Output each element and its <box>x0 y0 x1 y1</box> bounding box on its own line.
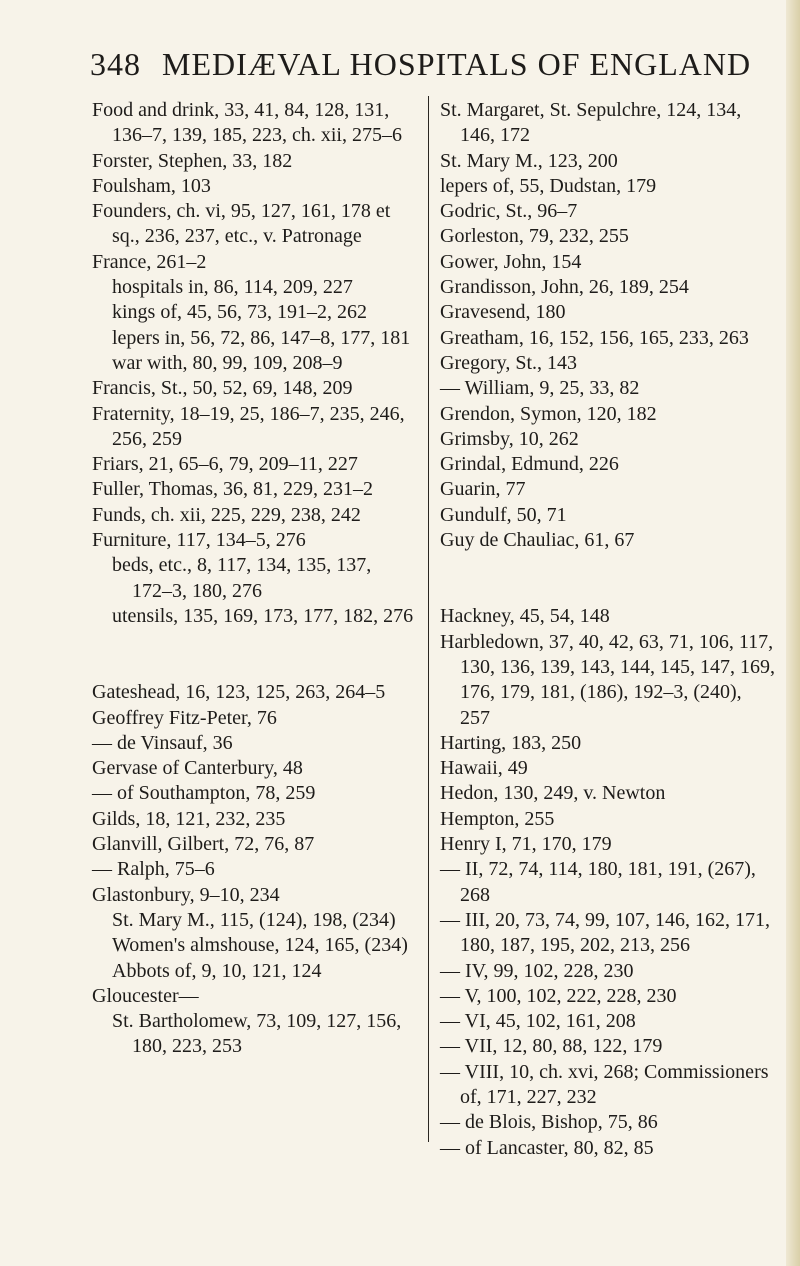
index-entry: Gravesend, 180 <box>440 301 566 324</box>
index-subentry: St. Mary M., 115, (124), 198, (234) <box>112 908 396 931</box>
index-entry: Friars, 21, 65–6, 79, 209–11, 227 <box>92 453 358 476</box>
letter-group-gap <box>440 553 775 604</box>
index-entry: Forster, Stephen, 33, 182 <box>92 149 293 172</box>
index-entry: — VII, 12, 80, 88, 122, 179 <box>440 1035 663 1058</box>
index-entry: — IV, 99, 102, 228, 230 <box>440 959 634 982</box>
index-entry: Harting, 183, 250 <box>440 731 582 754</box>
index-entry: Hawaii, 49 <box>440 757 528 780</box>
index-entry: Hempton, 255 <box>440 807 555 830</box>
index-entry: — VIII, 10, ch. xvi, 268; Commissioners of, 171, 227, 232 <box>440 1060 769 1108</box>
index-entry: Gorleston, 79, 232, 255 <box>440 225 629 248</box>
column-divider <box>428 96 429 1142</box>
index-entry: Guy de Chauliac, 61, 67 <box>440 529 635 552</box>
index-entry: St. Margaret, St. Sepulchre, 124, 134, 146, 172 <box>440 99 742 147</box>
index-entry: — Ralph, 75–6 <box>92 858 215 881</box>
running-title: MEDIÆVAL HOSPITALS OF ENGLAND <box>162 46 752 82</box>
index-column-left <box>92 98 414 1060</box>
index-entry: — de Blois, Bishop, 75, 86 <box>440 1111 658 1134</box>
index-entry: Hedon, 130, 249, v. Newton <box>440 782 666 805</box>
index-entry: Food and drink, 33, 41, 84, 128, 131, 136–7, 139, 185, 223, ch. xii, 275–6 <box>92 99 402 147</box>
index-entry: Hackney, 45, 54, 148 <box>440 605 610 628</box>
index-entry: Gateshead, 16, 123, 125, 263, 264–5 <box>92 681 386 704</box>
index-entry: Harbledown, 37, 40, 42, 63, 71, 106, 117, 130, 136, 139, 143, 144, 145, 147, 169, 176, 179, 181, (186), 192–3, (240), 257 <box>440 630 775 729</box>
index-subentry: war with, 80, 99, 109, 208–9 <box>112 351 343 374</box>
index-entry: — William, 9, 25, 33, 82 <box>440 377 640 400</box>
index-entry: — of Lancaster, 80, 82, 85 <box>440 1136 654 1159</box>
index-entry: Fraternity, 18–19, 25, 186–7, 235, 246, 256, 259 <box>92 402 405 450</box>
index-subentry: utensils, 135, 169, 173, 177, 182, 276 <box>112 604 414 627</box>
index-subentry: hospitals in, 86, 114, 209, 227 <box>112 276 353 299</box>
index-entry: Glastonbury, 9–10, 234 <box>92 883 280 906</box>
index-entry: Grendon, Symon, 120, 182 <box>440 402 657 425</box>
index-entry: — VI, 45, 102, 161, 208 <box>440 1010 636 1033</box>
index-subentry: Women's almshouse, 124, 165, (234) <box>112 934 408 957</box>
index-entry: Grindal, Edmund, 226 <box>440 453 619 476</box>
index-entry: Fuller, Thomas, 36, 81, 229, 231–2 <box>92 478 374 501</box>
index-entry: Guarin, 77 <box>440 478 526 501</box>
index-entry: Gundulf, 50, 71 <box>440 503 567 526</box>
index-subentry: kings of, 45, 56, 73, 191–2, 262 <box>112 301 367 324</box>
index-entry: Glanvill, Gilbert, 72, 76, 87 <box>92 833 315 856</box>
index-entry: Furniture, 117, 134–5, 276 <box>92 529 306 552</box>
page-edge <box>786 0 800 1266</box>
index-entry: Greatham, 16, 152, 156, 165, 233, 263 <box>440 326 749 349</box>
index-entry: Gloucester— <box>92 984 199 1007</box>
index-entry: Gervase of Canterbury, 48 <box>92 757 303 780</box>
page-header <box>90 46 780 83</box>
index-entry: — II, 72, 74, 114, 180, 181, 191, (267), 268 <box>440 858 756 906</box>
letter-group-gap <box>92 629 414 680</box>
index-entry: Foulsham, 103 <box>92 174 211 197</box>
index-entry: Gower, John, 154 <box>440 250 582 273</box>
index-entry: — III, 20, 73, 74, 99, 107, 146, 162, 171, 180, 187, 195, 202, 213, 256 <box>440 908 770 957</box>
index-entry: Gregory, St., 143 <box>440 351 578 374</box>
index-entry: Grimsby, 10, 262 <box>440 427 579 450</box>
index-entry: Grandisson, John, 26, 189, 254 <box>440 276 689 299</box>
index-entry: Godric, St., 96–7 <box>440 200 578 223</box>
index-entry: — V, 100, 102, 222, 228, 230 <box>440 984 677 1007</box>
index-entry: Funds, ch. xii, 225, 229, 238, 242 <box>92 503 361 526</box>
index-entry: Founders, ch. vi, 95, 127, 161, 178 et sq., 236, 237, etc., v. Patronage <box>92 200 391 248</box>
index-entry: France, 261–2 <box>92 250 207 273</box>
index-entry: Francis, St., 50, 52, 69, 148, 209 <box>92 377 353 400</box>
index-column-right <box>440 98 775 1161</box>
index-entry: — de Vinsauf, 36 <box>92 731 233 754</box>
index-entry: — of Southampton, 78, 259 <box>92 782 316 805</box>
index-entry: lepers of, 55, Dudstan, 179 <box>440 174 657 197</box>
index-subentry: lepers in, 56, 72, 86, 147–8, 177, 181 <box>112 326 411 349</box>
index-subentry: Abbots of, 9, 10, 121, 124 <box>112 959 322 982</box>
index-entry: Geoffrey Fitz-Peter, 76 <box>92 706 277 729</box>
index-subentry: St. Bartholomew, 73, 109, 127, 156, 180, 223, 253 <box>112 1010 402 1058</box>
index-entry: Henry I, 71, 170, 179 <box>440 833 612 856</box>
page-number: 348 <box>90 46 141 82</box>
index-entry: St. Mary M., 123, 200 <box>440 149 618 172</box>
index-subentry: beds, etc., 8, 117, 134, 135, 137, 172–3, 180, 276 <box>112 554 372 602</box>
index-entry: Gilds, 18, 121, 232, 235 <box>92 807 286 830</box>
